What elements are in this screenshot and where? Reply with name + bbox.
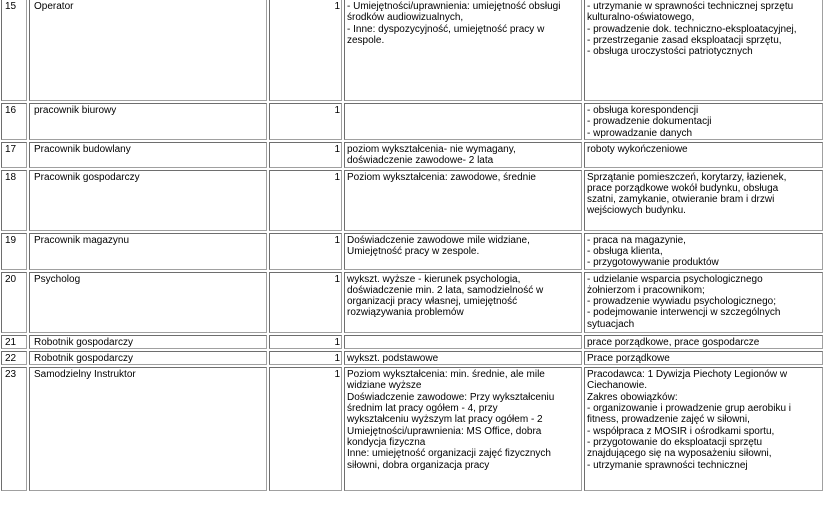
position-name: Psycholog [29, 272, 267, 333]
requirements-cell: Doświadczenie zawodowe mile widziane, Umiejętność pracy w zespole. [344, 233, 582, 270]
requirements-cell [344, 335, 582, 349]
row-number: 15 [1, 0, 27, 101]
position-count: 1 [269, 0, 342, 101]
position-name: Robotnik gospodarczy [29, 351, 267, 365]
row-number: 16 [1, 103, 27, 140]
requirements-cell: wykszt. wyższe - kierunek psychologia, doświadczenie min. 2 lata, samodzielność w organizacji pracy własnej, umiejętność rozwiązywania problemów [344, 272, 582, 333]
duties-cell: - praca na magazynie, - obsługa klienta, - przygotowywanie produktów [584, 233, 823, 270]
position-name: Pracownik budowlany [29, 142, 267, 168]
duties-cell: Pracodawca: 1 Dywizja Piechoty Legionów w Ciechanowie. Zakres obowiązków: - organizowanie i prowadzenie grup aerobiku i fitness, prowadzenie zajęć w siłowni, - współpraca z MOSIR i ośrodkami sportu, - przygotowanie do eksploatacji sprzętu znajdującego się na wyposażeniu siłowni, - utrzymanie sprawności technicznej [584, 367, 823, 491]
row-number: 23 [1, 367, 27, 491]
position-count: 1 [269, 233, 342, 270]
duties-cell: Prace porządkowe [584, 351, 823, 365]
table-row [1, 351, 823, 365]
position-name: Samodzielny Instruktor [29, 367, 267, 491]
position-count: 1 [269, 351, 342, 365]
duties-cell: - utrzymanie w sprawności technicznej sprzętu kulturalno-oświatowego, - prowadzenie dok. techniczno-eksploatacyjnej, - przestrzeganie zasad eksploatacji sprzętu, - obsługa uroczystości patriotycznych [584, 0, 823, 101]
table-row [1, 233, 823, 270]
table-row [1, 170, 823, 231]
position-name: Robotnik gospodarczy [29, 335, 267, 349]
requirements-cell [344, 103, 582, 140]
table-row [1, 367, 823, 491]
duties-cell: prace porządkowe, prace gospodarcze [584, 335, 823, 349]
row-number: 22 [1, 351, 27, 365]
requirements-cell: Poziom wykształcenia: min. średnie, ale mile widziane wyższe Doświadczenie zawodowe: Przy wykształceniu średnim lat pracy ogółem - 4, przy wykształceniu wyższym lat pracy ogółem - 2 Umiejętności/uprawnienia: MS Office, dobra kondycja fizyczna Inne: umiejętność organizacji zajęć fizycznych siłowni, dobra organizacja pracy [344, 367, 582, 491]
position-name: Pracownik magazynu [29, 233, 267, 270]
position-count: 1 [269, 103, 342, 140]
table-row [1, 272, 823, 333]
table-row [1, 0, 823, 101]
position-count: 1 [269, 335, 342, 349]
position-count: 1 [269, 367, 342, 491]
duties-cell: roboty wykończeniowe [584, 142, 823, 168]
position-name: Pracownik gospodarczy [29, 170, 267, 231]
table-row [1, 103, 823, 140]
row-number: 19 [1, 233, 27, 270]
duties-cell: Sprzątanie pomieszczeń, korytarzy, łazienek, prace porządkowe wokół budynku, obsługa szatni, zamykanie, otwieranie bram i drzwi wejściowych budynku. [584, 170, 823, 231]
requirements-cell: - Umiejętności/uprawnienia: umiejętność obsługi środków audiowizualnych, - Inne: dyspozycyjność, umiejętność pracy w zespole. [344, 0, 582, 101]
duties-cell: - obsługa korespondencji - prowadzenie dokumentacji - wprowadzanie danych [584, 103, 823, 140]
table-row [1, 335, 823, 349]
table-row [1, 142, 823, 168]
requirements-cell: poziom wykształcenia- nie wymagany, doświadczenie zawodowe- 2 lata [344, 142, 582, 168]
position-name: pracownik biurowy [29, 103, 267, 140]
position-count: 1 [269, 272, 342, 333]
position-name: Operator [29, 0, 267, 101]
row-number: 18 [1, 170, 27, 231]
row-number: 20 [1, 272, 27, 333]
row-number: 21 [1, 335, 27, 349]
position-count: 1 [269, 170, 342, 231]
position-count: 1 [269, 142, 342, 168]
duties-cell: - udzielanie wsparcia psychologicznego żołnierzom i pracownikom; - prowadzenie wywiadu psychologicznego; - podejmowanie interwencji w szczególnych sytuacjach [584, 272, 823, 333]
requirements-cell: wykszt. podstawowe [344, 351, 582, 365]
row-number: 17 [1, 142, 27, 168]
requirements-cell: Poziom wykształcenia: zawodowe, średnie [344, 170, 582, 231]
